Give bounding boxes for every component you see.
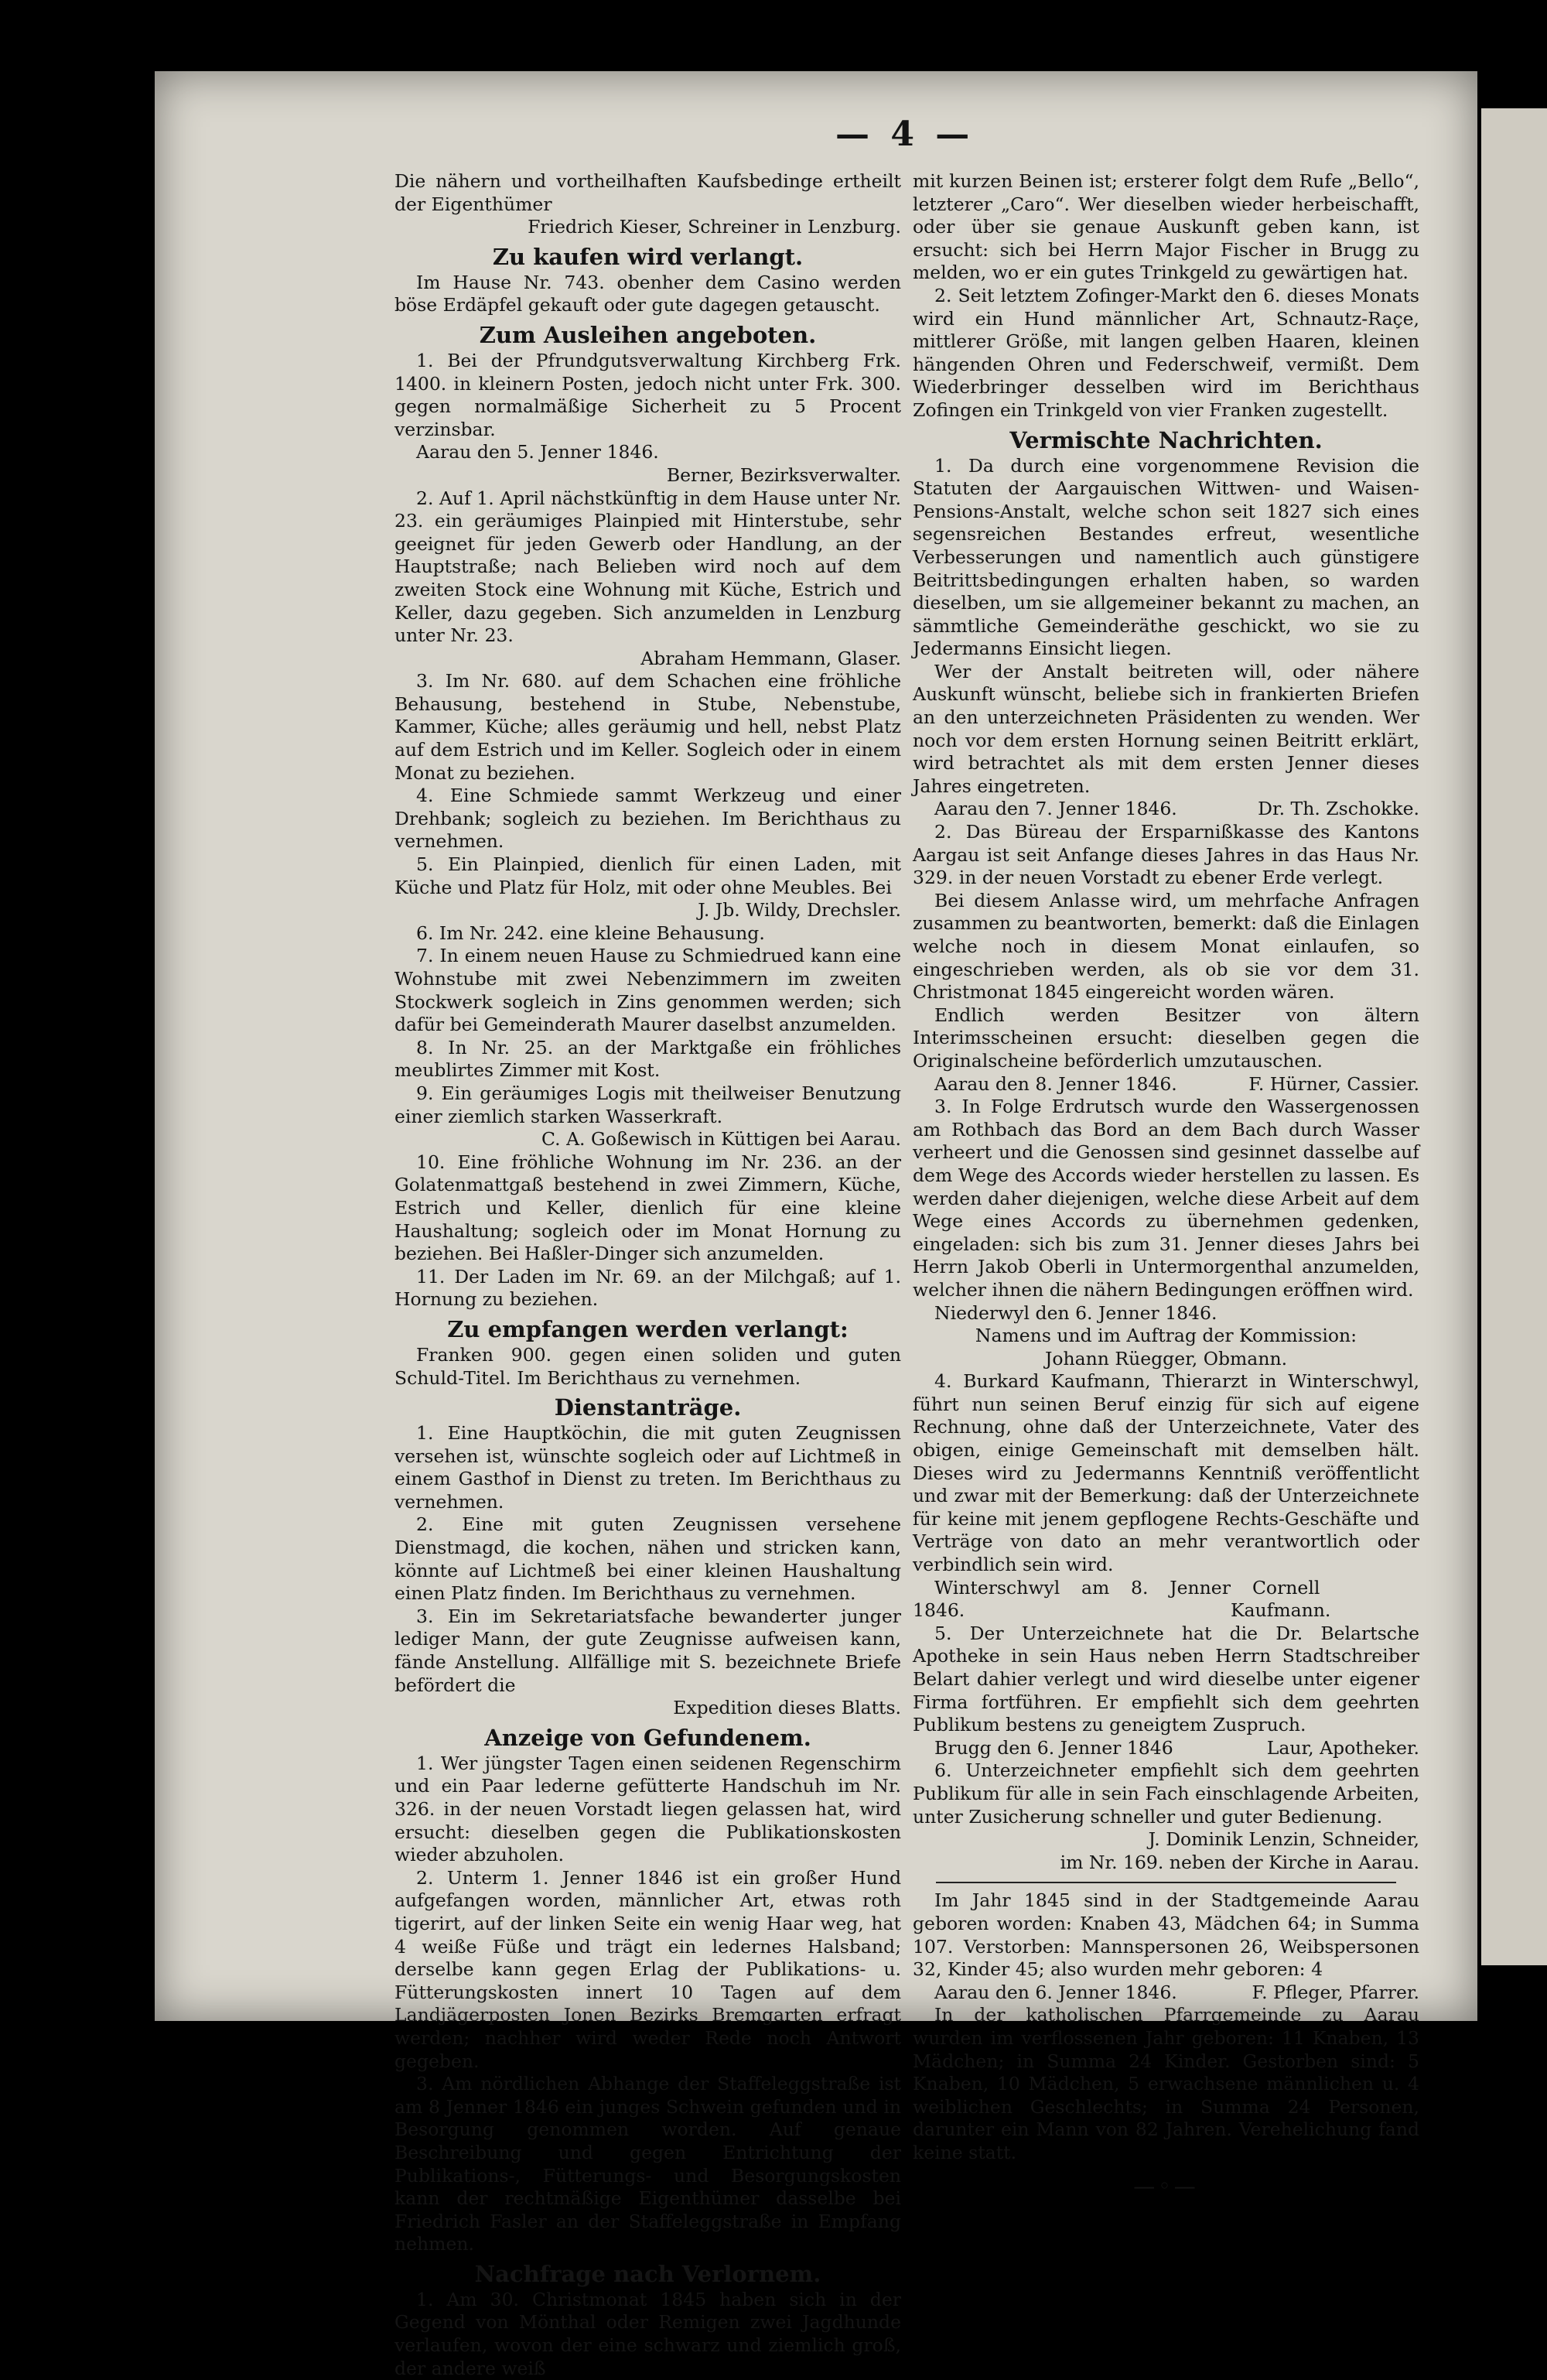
ornament-icon: —◦— [1133, 2173, 1199, 2200]
dateline: Niederwyl den 6. Jenner 1846. [934, 1301, 1217, 1324]
paragraph: Wer der Anstalt beitreten will, oder nähere Auskunft wünscht, beliebe sich in frankierten Briefen an den unterzeichneten Präsidenten zu wenden. Wer noch vor dem ersten Hornung seinen Beitritt erklärt, wird betrachtet als mit dem ersten Jenner dieses Jahres eingetreten. [913, 660, 1419, 797]
right-column [913, 170, 1419, 2198]
paragraph: 8. In Nr. 25. an der Marktgaße ein fröhliches meublirtes Zimmer mit Kost. [394, 1036, 901, 1082]
paragraph: 2. Eine mit guten Zeugnissen versehene Dienstmagd, die kochen, nähen und stricken kann, könnte auf Lichtmeß bei einer kleinen Haushaltung einen Platz finden. Im Berichthaus zu vernehmen. [394, 1513, 901, 1605]
signature: Johann Rüegger, Obmann. [1044, 1347, 1288, 1370]
paragraph: 7. In einem neuen Hause zu Schmiedrued kann eine Wohnstube mit zwei Nebenzimmern im zweiten Stockwerk sogleich in Zins genommen werden; sich dafür bei Gemeinderath Maurer daselbst anzumelden. [394, 945, 901, 1036]
section-heading: Vermischte Nachrichten. [1009, 426, 1323, 453]
paragraph: 6. Unterzeichneter empfiehlt sich dem geehrten Publikum für alle in sein Fach einschlagende Arbeiten, unter Zusicherung schneller und guter Bedienung. [913, 1759, 1419, 1828]
signature: F. Pfleger, Pfarrer. [1252, 1981, 1419, 2003]
divider-rule [936, 1882, 1396, 1883]
paragraph: 1. Da durch eine vorgenommene Revision die Statuten der Aargauischen Wittwen- und Waisen-Pensions-Anstalt, welche schon seit 1827 sich eines segensreichen Bestandes erfreut, wesentliche Verbesserungen und namentlich auch günstigere Beitrittsbedingungen erhalten haben, so warden dieselben, um sie allgemeiner bekannt zu machen, an sämmtliche Gemeinderäthe geschickt, wo sie zu Jedermanns Einsicht liegen. [913, 454, 1419, 660]
paragraph: 1. Am 30. Christmonat 1845 haben sich in der Gegend von Mönthal oder Remigen zwei Jagdhunde verlaufen, wovon der eine schwarz und ziemlich groß, der andere weiß [394, 2288, 901, 2379]
paragraph: 1. Bei der Pfrundgutsverwaltung Kirchberg Frk. 1400. in kleinern Posten, jedoch nicht unter Frk. 300. gegen normalmäßige Sicherheit zu 5 Procent verzinsbar. [394, 349, 901, 440]
signature: F. Hürner, Cassier. [1248, 1072, 1419, 1095]
paragraph: 4. Eine Schmiede sammt Werkzeug und einer Drehbank; sogleich zu beziehen. Im Berichthaus zu vernehmen. [394, 785, 901, 853]
paragraph: 3. In Folge Erdrutsch wurde den Wassergenossen am Rothbach das Bord an dem Bach durch Wasser verheert und die Genossen sind gesinnet dasselbe auf dem Wege des Accords wieder herstellen zu lassen. Es werden daher diejenigen, welche diese Arbeit auf dem Wege eines Accords zu übernehmen gedenken, eingeladen: sich bis zum 31. Jenner dieses Jahrs bei Herrn Jakob Oberli in Untermorgenthal anzumelden, welcher ihnen die nähern Bedingungen eröffnen wird. [913, 1096, 1419, 1301]
paragraph: 1. Eine Hauptköchin, die mit guten Zeugnissen versehen ist, wünschte sogleich oder auf Lichtmeß in einem Gasthof in Dienst zu treten. Im Berichthaus zu vernehmen. [394, 1422, 901, 1513]
paragraph: mit kurzen Beinen ist; ersterer folgt dem Rufe „Bello“, letzterer „Caro“. Wer dieselben wieder herbeischafft, oder über sie genaue Auskunft geben kann, ist ersucht: sich bei Herrn Major Fischer in Brugg zu melden, wo er ein gutes Trinkgeld zu gewärtigen hat. [913, 170, 1419, 284]
paragraph: 3. Ein im Sekretariatsfache bewanderter junger lediger Mann, der gute Zeugnisse aufweisen kann, fände Anstellung. Allfällige mit S. bezeichnete Briefe befördert die [394, 1605, 901, 1696]
dateline: Brugg den 6. Jenner 1846 [934, 1736, 1173, 1759]
signature: C. A. Goßewisch in Küttigen bei Aarau. [541, 1128, 901, 1151]
paragraph: 1. Wer jüngster Tagen einen seidenen Regenschirm und ein Paar lederne gefütterte Handschuh im Nr. 326. in der neuen Vorstadt liegen gelassen hat, wird ersucht: dieselben gegen die Publikationskosten wieder abzuholen. [394, 1752, 901, 1866]
paragraph: 10. Eine fröhliche Wohnung im Nr. 236. an der Golatenmattgaß bestehend in zwei Zimmern, Küche, Estrich und Keller, dienlich für eine kleine Haushaltung; sogleich oder im Monat Hornung zu beziehen. Bei Haßler-Dinger sich anzumelden. [394, 1151, 901, 1265]
paragraph: In der katholischen Pfarrgemeinde zu Aarau wurden im verflossenen Jahr geboren: 11 Knaben, 13 Mädchen; in Summa 24 Kinder. Gestorben sind: 5 Knaben, 10 Mädchen, 5 erwachsene männlichen u. 4 weiblichen Geschlechts; in Summa 24 Personen, darunter ein Mann von 82 Jahren. Verehelichung fand keine statt. [913, 2004, 1419, 2163]
paragraph: 3. Im Nr. 680. auf dem Schachen eine fröhliche Behausung, bestehend in Stube, Nebenstube, Kammer, Küche; alles geräumig und hell, nebst Platz auf dem Estrich und im Keller. Sogleich oder in einem Monat zu beziehen. [394, 670, 901, 784]
paragraph: Bei diesem Anlasse wird, um mehrfache Anfragen zusammen zu beantworten, bemerkt: daß die Einlagen welche noch in diesem Monat einlaufen, so eingeschrieben werden, als ob sie vor dem 31. Christmonat 1845 eingereicht worden wären. [913, 889, 1419, 1004]
signature: Namens und im Auftrag der Kommission: [975, 1325, 1357, 1347]
signature: Berner, Bezirksverwalter. [666, 463, 901, 486]
signature: J. Jb. Wildy, Drechsler. [698, 899, 901, 922]
paragraph: Franken 900. gegen einen soliden und guten Schuld-Titel. Im Berichthaus zu vernehmen. [394, 1343, 901, 1389]
paragraph: Im Jahr 1845 sind in der Stadtgemeinde Aarau geboren worden: Knaben 43, Mädchen 64; in Summa 107. Verstorben: Mannspersonen 26, Weibspersonen 32, Kinder 45; also wurden mehr geboren: 4 [913, 1889, 1419, 1981]
paragraph: Endlich werden Besitzer von ältern Interimsscheinen ersucht: dieselben gegen die Originalscheine beförderlich umzutauschen. [913, 1004, 1419, 1072]
dateline-row [913, 1982, 1419, 2005]
dateline-row [913, 1073, 1419, 1096]
section-heading: Anzeige von Gefundenem. [484, 1724, 811, 1751]
left-column [394, 170, 901, 2380]
paragraph: 4. Burkard Kaufmann, Thierarzt in Winterschwyl, führt nun seinen Beruf einzig für sich auf eigene Rechnung, ohne daß der Unterzeichnete, Vater des obigen, einige Gemeinschaft mit demselben hält. Dieses wird zu Jedermanns Kenntniß veröffentlicht und zwar mit der Bemerkung: daß der Unterzeichnete für keine mit jenem gepflogene Rechts-Geschäfte und Verträge von dato an mehr verantwortlich oder verbindlich sein wird. [913, 1370, 1419, 1576]
signature: Dr. Th. Zschokke. [1258, 798, 1419, 820]
section-heading: Zu empfangen werden verlangt: [447, 1315, 849, 1342]
paragraph: 2. Unterm 1. Jenner 1846 ist ein großer Hund aufgefangen worden, männlicher Art, etwas roth tigerirt, auf der linken Seite ein wenig Haar weg, hat 4 weiße Füße und trägt ein ledernes Halsband; derselbe kann gegen Erlag der Publikations- u. Fütterungskosten innert 10 Tagen auf dem Landjägerposten Jonen Bezirks Bremgarten erfragt werden; nachher wird weder Rede noch Antwort gegeben. [394, 1866, 901, 2072]
signature: Expedition dieses Blatts. [673, 1697, 901, 1719]
paragraph: 2. Das Büreau der Ersparnißkasse des Kantons Aargau ist seit Anfange dieses Jahres in das Haus Nr. 329. in der neuen Vorstadt zu ebener Erde verlegt. [913, 821, 1419, 889]
paragraph: Die nähern und vortheilhaften Kaufsbedinge ertheilt der Eigenthümer [394, 170, 901, 215]
signature: im Nr. 169. neben der Kirche in Aarau. [1060, 1851, 1419, 1873]
dateline: Aarau den 7. Jenner 1846. [934, 798, 1177, 820]
dateline-row [913, 1737, 1419, 1760]
dateline-row [913, 1577, 1419, 1623]
paragraph: Im Hause Nr. 743. obenher dem Casino werden böse Erdäpfel gekauft oder gute dagegen getauscht. [394, 271, 901, 316]
signature: Laur, Apotheker. [1266, 1736, 1419, 1759]
dateline: Aarau den 6. Jenner 1846. [934, 1981, 1177, 2003]
dateline: Aarau den 5. Jenner 1846. [416, 441, 659, 463]
dateline-row [913, 798, 1419, 821]
dateline: Winterschwyl am 8. Jenner 1846. [913, 1576, 1231, 1622]
section-heading: Zum Ausleihen angeboten. [479, 321, 817, 348]
paragraph: 3. Am nördlichen Abhange der Staffeleggstraße ist am 8 Jenner 1846 ein junges Schwein gefunden und in Besorgung genommen worden. Auf genaue Beschreibung und gegen Entrichtung der Publikations-, Fütterungs- und Besorgungskosten kann der rechtmäßige Eigenthümer dasselbe bei Friedrich Fasler an der Staffeleggstraße in Empfang nehmen. [394, 2073, 901, 2255]
page-number: — 4 — [835, 115, 975, 154]
signature: Cornell Kaufmann. [1230, 1576, 1331, 1622]
dateline: Aarau den 8. Jenner 1846. [934, 1072, 1177, 1095]
section-heading: Nachfrage nach Verlornem. [474, 2260, 821, 2287]
signature: J. Dominik Lenzin, Schneider, [1148, 1828, 1419, 1851]
paragraph: 2. Auf 1. April nächstkünftig in dem Hause unter Nr. 23. ein geräumiges Plainpied mit Hinterstube, sehr geeignet für jeden Gewerb oder Handlung, an der Hauptstraße; nach Belieben wird noch auf dem zweiten Stock eine Wohnung mit Küche, Estrich und Keller, dazu gegeben. Sich anzumelden in Lenzburg unter Nr. 23. [394, 487, 901, 647]
signature: Friedrich Kieser, Schreiner in Lenzburg. [528, 216, 901, 238]
section-heading: Zu kaufen wird verlangt. [492, 243, 804, 270]
paragraph: 5. Der Unterzeichnete hat die Dr. Belartsche Apotheke in sein Haus neben Herrn Stadtschreiber Belart dahier verlegt und wird dieselbe unter eigener Firma fortführen. Er empfiehlt sich dem geehrten Publikum bestens zu geneigtem Zuspruch. [913, 1622, 1419, 1736]
paragraph: 2. Seit letztem Zofinger-Markt den 6. dieses Monats wird ein Hund männlicher Art, Schnautz-Raçe, mittlerer Größe, mit langen gelben Haaren, kleinen hängenden Ohren und Federschweif, vermißt. Dem Wiederbringer desselben wird im Berichthaus Zofingen ein Trinkgeld von vier Franken zugestellt. [913, 284, 1419, 421]
signature: Abraham Hemmann, Glaser. [640, 647, 901, 669]
next-page-edge [1481, 108, 1547, 1965]
section-heading: Dienstanträge. [554, 1394, 742, 1421]
paragraph: 9. Ein geräumiges Logis mit theilweiser Benutzung einer ziemlich starken Wasserkraft. [394, 1082, 901, 1127]
paragraph: 5. Ein Plainpied, dienlich für einen Laden, mit Küche und Platz für Holz, mit oder ohne Meubles. Bei [394, 853, 901, 898]
paragraph: 11. Der Laden im Nr. 69. an der Milchgaß; auf 1. Hornung zu beziehen. [394, 1265, 901, 1311]
paragraph: 6. Im Nr. 242. eine kleine Behausung. [416, 922, 765, 944]
